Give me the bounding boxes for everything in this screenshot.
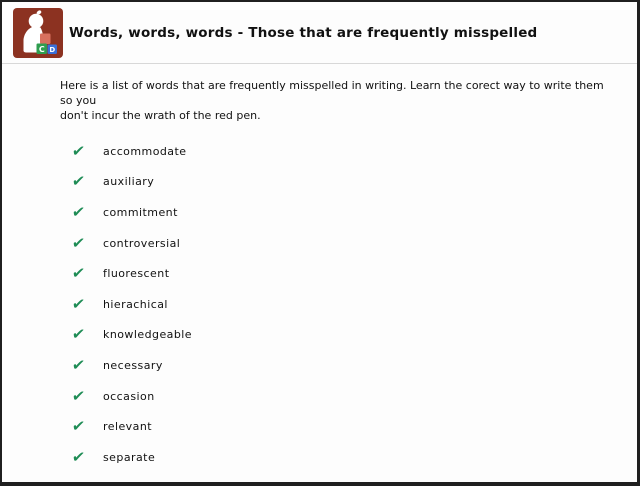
word-label: auxiliary bbox=[103, 175, 155, 189]
list-item bbox=[72, 167, 637, 198]
block-letter-c: C bbox=[38, 44, 45, 54]
word-label: fluorescent bbox=[103, 267, 170, 281]
list-item bbox=[72, 136, 637, 167]
check-icon: ✔ bbox=[70, 202, 86, 221]
check-icon: ✔ bbox=[70, 325, 86, 344]
check-icon: ✔ bbox=[70, 141, 86, 160]
word-label: commitment bbox=[103, 205, 178, 219]
misspelled-words-list bbox=[72, 136, 637, 473]
intro-line-2: don't incur the wrath of the red pen. bbox=[60, 109, 261, 122]
check-icon: ✔ bbox=[70, 294, 86, 313]
block-letter-d: D bbox=[49, 45, 56, 54]
check-icon: ✔ bbox=[70, 386, 86, 405]
word-label: separate bbox=[103, 450, 156, 464]
word-label: necessary bbox=[103, 358, 163, 372]
logo-graphic bbox=[13, 8, 63, 58]
intro-line-1: Here is a list of words that are frequently misspelled in writing. Learn the corect way to write them so you bbox=[60, 79, 604, 107]
word-label: hierachical bbox=[103, 297, 168, 311]
word-label: controversial bbox=[103, 236, 181, 250]
word-label: relevant bbox=[103, 420, 153, 434]
list-item bbox=[72, 228, 637, 259]
list-item bbox=[72, 258, 637, 289]
list-item bbox=[72, 442, 637, 473]
list-item bbox=[72, 289, 637, 320]
list-item bbox=[72, 411, 637, 442]
check-icon: ✔ bbox=[70, 172, 86, 191]
page-header bbox=[2, 2, 637, 64]
check-icon: ✔ bbox=[70, 233, 86, 252]
check-icon: ✔ bbox=[70, 264, 86, 283]
check-icon: ✔ bbox=[70, 355, 86, 374]
child-with-blocks-logo-icon bbox=[13, 8, 63, 58]
page-title: Words, words, words - Those that are frequently misspelled bbox=[69, 24, 538, 41]
list-item bbox=[72, 381, 637, 412]
word-label: knowledgeable bbox=[103, 328, 193, 342]
intro-paragraph bbox=[60, 78, 617, 123]
toy-block-top bbox=[40, 33, 51, 44]
word-label: accommodate bbox=[103, 144, 187, 158]
list-item bbox=[72, 320, 637, 351]
list-item bbox=[72, 197, 637, 228]
list-item bbox=[72, 350, 637, 381]
word-label: occasion bbox=[103, 389, 155, 403]
check-icon: ✔ bbox=[70, 417, 86, 436]
check-icon: ✔ bbox=[70, 447, 86, 466]
